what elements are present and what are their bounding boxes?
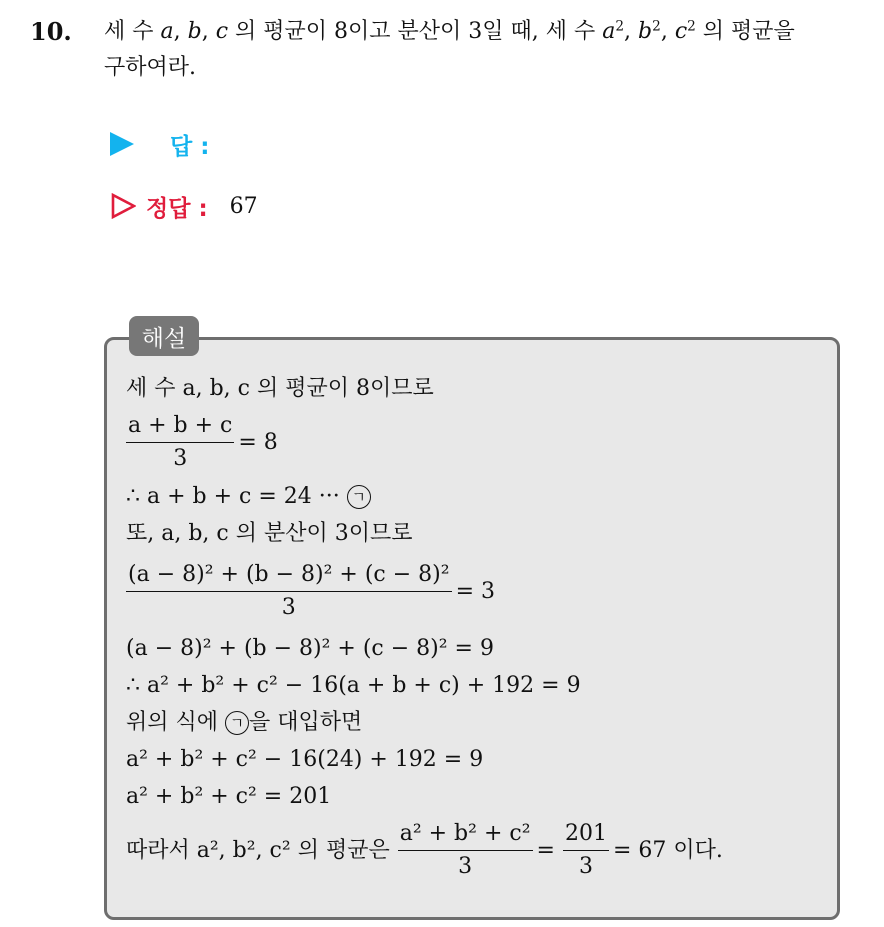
solution-line: a² + b² + c² − 16(24) + 192 = 9 [126,747,484,772]
solution-line: $\frac{a + b + c}{3}$ = 8 [126,407,723,478]
solution-line: 또, a, b, c 의 분산이 3이므로 [126,521,413,546]
fraction: $\frac{201}{3}$ [563,818,609,883]
solution-line: ∴ a² + b² + c² − 16(a + b + c) + 192 = 9 [126,673,581,698]
fraction: $\frac{\text{(a − 8)² + (b − 8)² + (c − 8)²}}{3}$ [126,559,452,624]
circled-label-icon: ㄱ [225,711,249,735]
solution-line: 따라서 a², b², c² 의 평균은 $\frac{\text{a² + b² + c²}}{3}$ = $\frac{201}{3}$ = 67 이다. [126,815,723,886]
circled-label-icon: ㄱ [347,485,371,509]
correct-answer-label: 정답 : [146,195,208,222]
outline-triangle-icon [110,193,136,219]
solution-line: a² + b² + c² = 201 [126,784,332,809]
solution-line: 세 수 a, b, c 의 평균이 8이므로 [126,376,434,401]
problem [30,14,870,86]
answer-row[interactable] [110,126,209,162]
solution-line: 위의 식에 ㄱ 을 대입하면 [126,710,363,735]
solution-line: (a − 8)² + (b − 8)² + (c − 8)² = 9 [126,636,494,661]
correct-answer-value: 67 [229,193,258,219]
play-triangle-icon [110,132,134,156]
fraction: $\frac{\text{a² + b² + c²}}{3}$ [398,818,533,883]
correct-answer-row [110,188,258,224]
solution-line: $\frac{\text{(a − 8)² + (b − 8)² + (c − 8)²}}{3}$ = 3 [126,552,723,630]
solution-line: ∴ a + b + c = 24 ··· ㄱ [126,478,723,515]
solution-body [126,370,723,886]
question-number: 10. [30,17,72,46]
fraction: $\frac{a + b + c}{3}$ [126,410,234,475]
question-text-line2: 구하여라. [104,55,197,80]
question-text: 세 수 a, b, c 의 평균이 8이고 분산이 3일 때, 세 수 $a^2$, $b^2$, $c^2$ 의 평균을 구하여라. [104,18,795,80]
answer-label: 답 : [170,133,210,160]
solution-tag: 해설 [129,316,199,356]
